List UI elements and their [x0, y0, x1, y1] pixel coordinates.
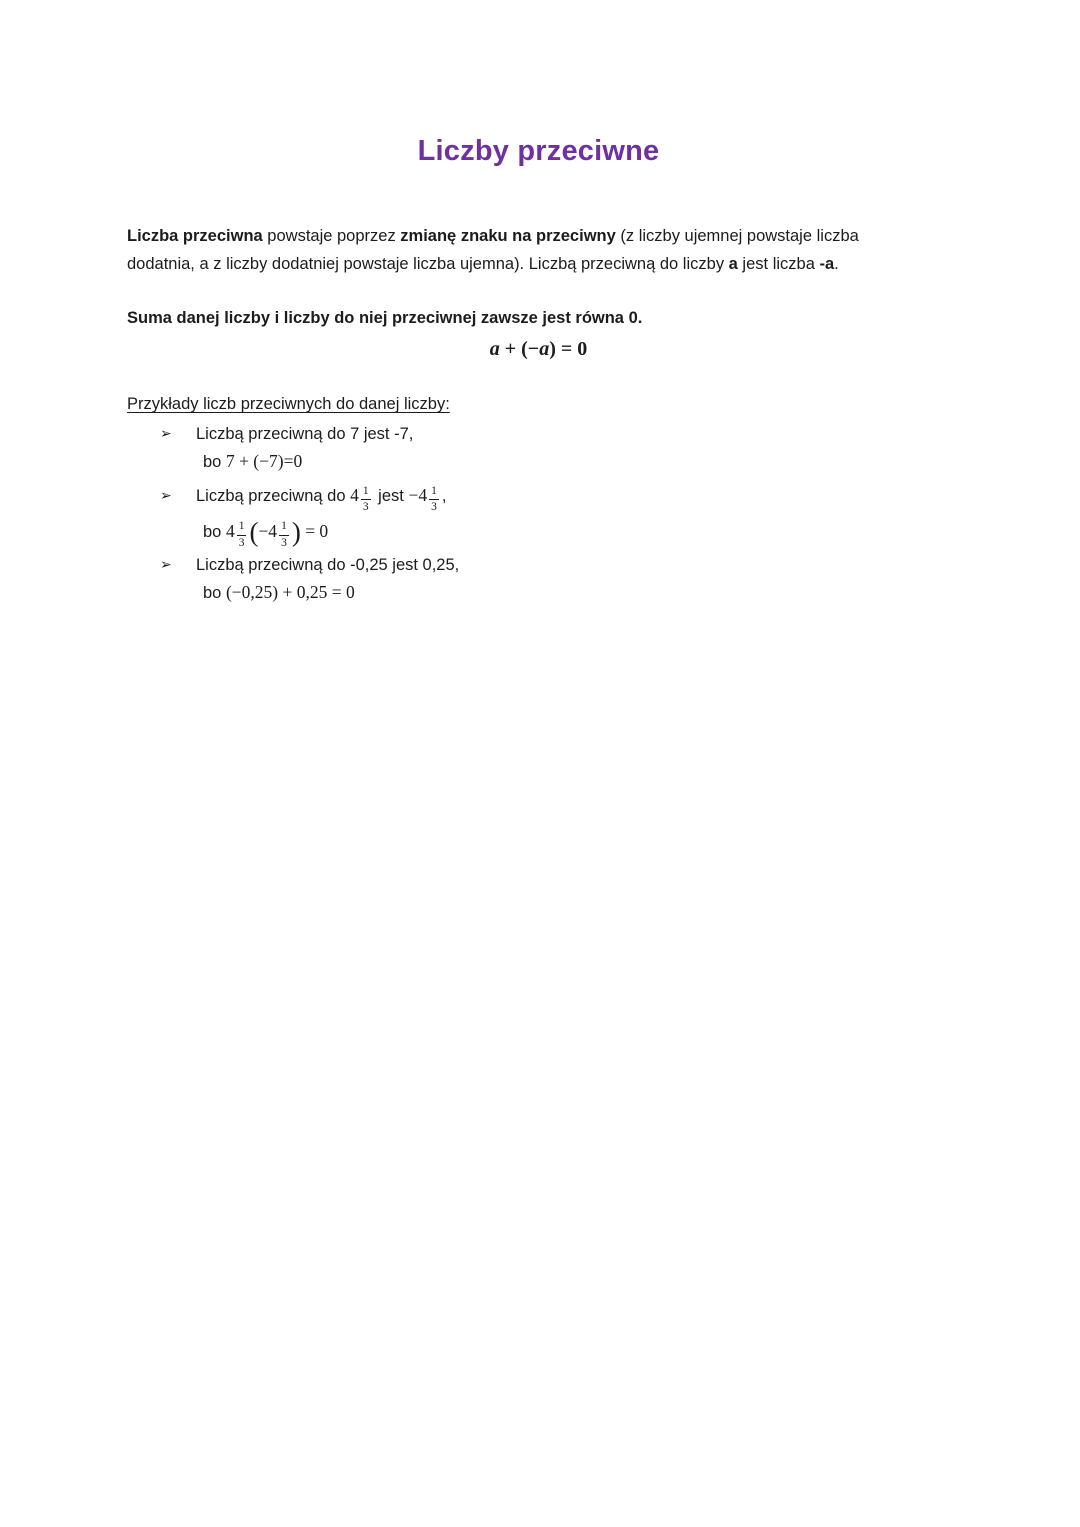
proof-math: (−0,25) + 0,25 = 0 — [225, 582, 355, 603]
example-text: Liczbą przeciwną do -0,25 jest 0,25, — [196, 556, 460, 575]
fraction-denominator: 3 — [362, 501, 369, 514]
fraction-denominator: 3 — [431, 501, 437, 514]
proof-prefix: bo — [203, 453, 226, 471]
intro-text: . — [834, 255, 839, 273]
intro-text: dodatnia, a z liczby dodatniej powstaje liczba ujemna). Liczbą przeciwną do liczby — [127, 255, 729, 273]
proof-math: 7 + (−7)=0 — [225, 451, 303, 471]
page-title: Liczby przeciwne — [417, 135, 660, 167]
example-text: Liczbą przeciwną do — [196, 487, 351, 505]
intro-bold-term: Liczba przeciwna — [127, 227, 263, 245]
example-proof — [203, 514, 950, 550]
intro-bold-phrase: zmianę znaku na przeciwny — [400, 227, 616, 245]
formula-var-a: a — [539, 338, 550, 360]
fraction-denominator: 3 — [238, 536, 245, 549]
mixed-number-whole: 4 — [225, 520, 235, 541]
examples-heading: Przykłady liczb przeciwnych do danej liczby: — [127, 395, 450, 413]
open-paren: ( — [249, 516, 259, 547]
arrowhead-bullet-icon: ➢ — [160, 488, 172, 504]
fraction-numerator: 1 — [238, 520, 245, 533]
example-item — [160, 478, 950, 514]
mixed-number-whole: −4 — [408, 485, 428, 505]
intro-text: (z liczby ujemnej powstaje liczba — [615, 227, 859, 245]
example-item — [160, 551, 950, 579]
formula-equals: ) = — [549, 338, 578, 360]
proof-prefix: bo — [203, 522, 226, 541]
fraction-numerator: 1 — [281, 520, 287, 533]
fraction-numerator: 1 — [431, 484, 437, 497]
arrowhead-bullet-icon: ➢ — [160, 557, 172, 574]
document-content — [0, 0, 1080, 607]
sum-rule-statement: Suma danej liczby i liczby do niej przeciwnej zawsze jest równa 0. — [127, 309, 643, 327]
fraction — [279, 521, 289, 549]
formula-zero: 0 — [577, 338, 588, 360]
formula-operator: + (− — [499, 338, 540, 360]
intro-text: powstaje poprzez — [262, 227, 401, 245]
example-proof — [203, 448, 950, 476]
fraction — [429, 486, 439, 514]
example-item — [160, 420, 950, 448]
formula-var-a: a — [489, 338, 500, 360]
fraction-denominator: 3 — [281, 536, 287, 549]
intro-paragraph — [127, 222, 950, 278]
example-proof — [203, 579, 950, 607]
example-text: , — [441, 487, 447, 505]
arrowhead-bullet-icon: ➢ — [160, 426, 172, 442]
intro-var-neg-a: -a — [819, 255, 835, 273]
proof-prefix: bo — [203, 584, 226, 603]
proof-math: = 0 — [300, 520, 329, 541]
intro-var-a: a — [728, 255, 738, 273]
sum-rule-formula — [127, 334, 950, 364]
fraction-numerator: 1 — [362, 484, 369, 497]
mixed-number-whole: −4 — [258, 520, 278, 541]
intro-text: jest liczba — [737, 255, 820, 273]
example-text: Liczbą przeciwną do 7 jest -7, — [196, 425, 414, 443]
example-text: jest — [373, 487, 409, 505]
fraction — [361, 486, 371, 514]
close-paren: ) — [291, 516, 301, 547]
mixed-number-whole: 4 — [350, 485, 359, 505]
fraction — [237, 521, 247, 549]
